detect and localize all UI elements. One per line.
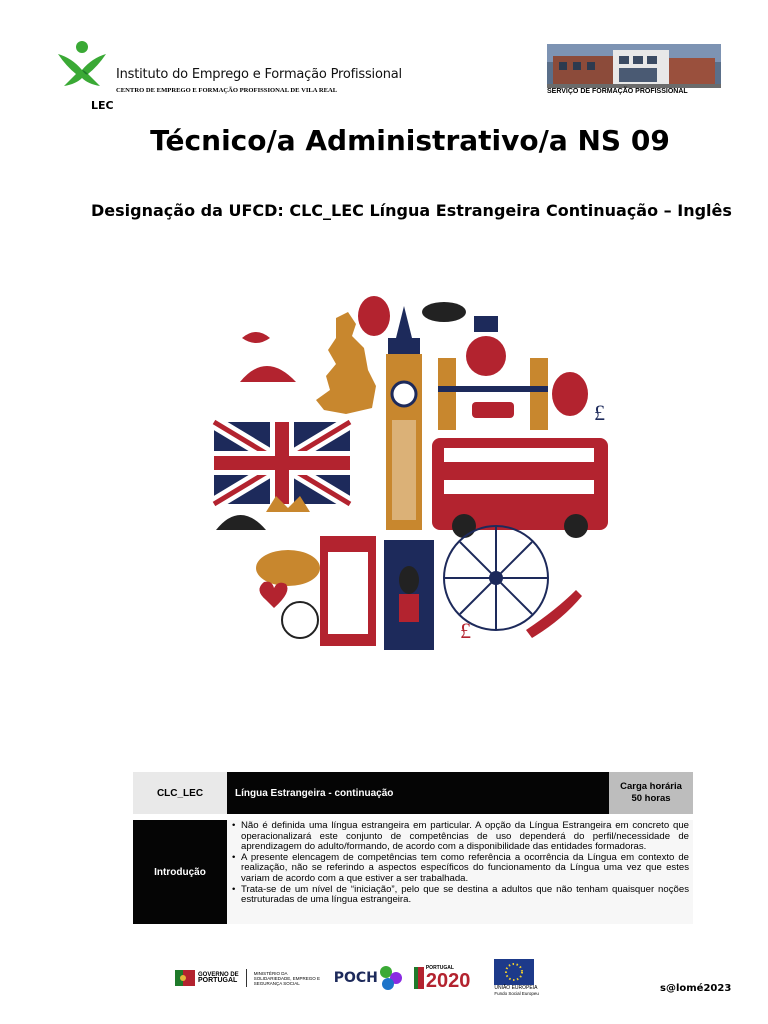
- intro-bullet: • Não é definida uma língua estrangeira em particular. A opção da Língua Estrangeira em concreto que operacionalizará este conjunto de competências de uso dependerá do perfil/necessidade de aprendizagem do adulto/formando, de acordo com a disponibilidade das entidades formadoras.: [241, 821, 689, 853]
- heart-icon: [259, 582, 287, 608]
- intro-bullet: • Trata-se de um nível de “iniciação”, pelo que se destina a adultos que não tenham quaisquer noções estruturadas de uma língua estrangeira.: [241, 885, 689, 906]
- lips-icon: [242, 332, 270, 343]
- hours-label: Carga horária: [620, 781, 682, 792]
- table-header-row: [133, 772, 693, 814]
- building-photo: [547, 44, 721, 88]
- ufcd-name: Língua Estrangeira - continuação: [227, 772, 609, 814]
- deerstalker-hat-icon: [256, 550, 320, 586]
- p2020-top: PORTUGAL: [425, 965, 454, 971]
- eu-logo: [494, 959, 539, 998]
- ufcd-code: CLC_LEC: [133, 772, 227, 814]
- balloon-icon: [358, 296, 390, 336]
- page-title: Técnico/a Administrativo/a NS 09: [150, 124, 670, 157]
- funding-logos: [175, 958, 539, 998]
- gov-line2: PORTUGAL: [198, 977, 238, 984]
- ufcd-designation: Designação da UFCD: CLC_LEC Língua Estrangeira Continuação – Inglês: [91, 201, 732, 220]
- ministry-name: MINISTÉRIO DA SOLIDARIEDADE, EMPREGO E SEGURANÇA SOCIAL: [253, 970, 320, 986]
- union-jack-flag-icon: [214, 422, 350, 504]
- ufcd-table: [133, 772, 693, 924]
- phone-box-icon: [320, 536, 376, 646]
- football-icon: [282, 602, 318, 638]
- intro-text: [227, 820, 693, 924]
- hours-value: 50 horas: [631, 793, 671, 804]
- pound-sign-icon: £: [460, 618, 471, 643]
- pound-sign-icon: £: [594, 400, 605, 425]
- governo-portugal-logo: [175, 969, 324, 987]
- royal-guard-icon: [384, 540, 434, 650]
- p2020-number: 2020: [425, 970, 471, 992]
- london-eye-icon: [444, 526, 548, 630]
- england-collage-illustration: [196, 290, 616, 690]
- bowler-hat-icon: [422, 302, 466, 322]
- table-intro-row: [133, 820, 693, 924]
- poch-logo: [334, 964, 404, 992]
- poch-text: POCH: [333, 970, 378, 986]
- umbrella-icon: [216, 515, 266, 530]
- signature: s@lomé2023: [660, 983, 732, 994]
- eu-line2: Fundo Social Europeu: [494, 991, 539, 996]
- teapot-icon: [466, 336, 506, 376]
- umbrella-icon: [240, 366, 296, 382]
- balloon-icon: [552, 372, 588, 416]
- big-ben-icon: [386, 306, 422, 530]
- ufcd-hours: [609, 772, 693, 814]
- double-decker-bus-icon: [432, 438, 608, 538]
- iefp-logo: [54, 40, 110, 88]
- service-name: SERVIÇO DE FORMAÇÃO PROFISSIONAL: [547, 88, 688, 95]
- gov-line1: GOVERNO DE: [198, 971, 239, 978]
- portugal-flag-icon: [175, 970, 195, 986]
- lec-tag: LEC: [91, 99, 114, 112]
- org-name: Instituto do Emprego e Formação Profissional: [116, 67, 402, 82]
- teacup-icon: [474, 316, 498, 332]
- eu-line1: UNIÃO EUROPEIA: [494, 984, 538, 991]
- portugal-2020-logo: [414, 965, 471, 991]
- intro-label: Introdução: [133, 820, 227, 924]
- center-name: CENTRO DE EMPREGO E FORMAÇÃO PROFISSIONAL DE VILA REAL: [116, 87, 338, 94]
- intro-bullet: • A presente elencagem de competências tem como referência a ocorrência da Língua em contexto de realização, não se referindo a aspectos específicos do funcionamento da Língua uma vez que estes variam de acordo com a que estiver a ser trabalhada.: [241, 853, 689, 885]
- eu-flag-icon: [494, 959, 534, 985]
